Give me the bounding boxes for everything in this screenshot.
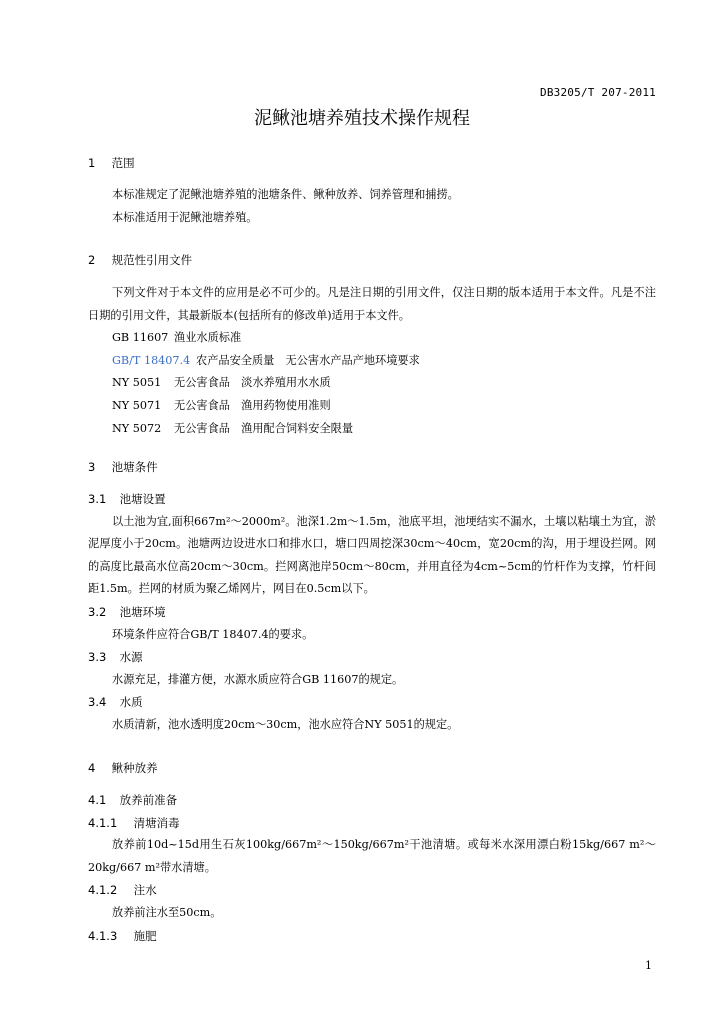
section-3 bbox=[88, 456, 656, 479]
subsection-number: 3.4 bbox=[88, 695, 107, 710]
section-title: 规范性引用文件 bbox=[111, 253, 193, 267]
paragraph: 环境条件应符合GB/T 18407.4的要求。 bbox=[112, 627, 314, 641]
subsection-heading bbox=[88, 646, 656, 669]
section-number: 1 bbox=[88, 156, 96, 170]
section-title: 池塘条件 bbox=[111, 460, 158, 474]
paragraph: 本标准规定了泥鳅池塘养殖的池塘条件、鳅种放养、饲养管理和捕捞。 bbox=[112, 188, 459, 201]
section-2 bbox=[88, 249, 656, 272]
subsection-number: 4.1.1 bbox=[88, 815, 118, 830]
section-1 bbox=[88, 152, 656, 175]
paragraph: 下列文件对于本文件的应用是必不可少的。凡是注日期的引用文件，仅注日期的版本适用于本文件。凡是不注日期的引用文件，其最新版本(包括所有的修改单)适用于本文件。 bbox=[88, 286, 656, 322]
paragraph: 放养前10d~15d用生石灰100kg/667m²～150kg/667m²干池清塘。或每米水深用漂白粉15kg/667 m²～20kg/667 m²带水清塘。 bbox=[88, 838, 656, 874]
section-number: 3 bbox=[88, 460, 96, 474]
subsection-title: 放养前准备 bbox=[119, 793, 178, 807]
document-code: DB3205/T 207-2011 bbox=[540, 86, 656, 99]
subsection-number: 4.1.2 bbox=[88, 883, 118, 898]
paragraph: 放养前注水至50cm。 bbox=[112, 905, 222, 919]
section-title: 范围 bbox=[111, 156, 135, 170]
reference-item bbox=[88, 395, 656, 418]
reference-title: 农产品安全质量 无公害水产品产地环境要求 bbox=[196, 353, 420, 367]
paragraph: 水源充足，排灌方便，水源水质应符合GB 11607的规定。 bbox=[112, 672, 404, 686]
subsection-number: 3.1 bbox=[88, 492, 107, 506]
section-heading bbox=[88, 456, 656, 479]
subsection-heading bbox=[88, 879, 656, 902]
document-title: 泥鳅池塘养殖技术操作规程 bbox=[254, 108, 470, 129]
subsection-heading bbox=[88, 925, 656, 948]
subsection-number: 4.1.3 bbox=[88, 928, 118, 943]
subsection-title: 水源 bbox=[119, 650, 143, 665]
subsection-title: 池塘环境 bbox=[119, 604, 166, 619]
reference-title: 无公害食品 渔用配合饲料安全限量 bbox=[174, 421, 354, 435]
subsection-number: 3.2 bbox=[88, 604, 107, 619]
paragraph: 本标准适用于泥鳅池塘养殖。 bbox=[112, 210, 258, 224]
subsection-title: 清塘消毒 bbox=[133, 815, 180, 830]
page-number: 1 bbox=[645, 959, 652, 972]
subsection-title: 池塘设置 bbox=[119, 492, 166, 506]
section-number: 2 bbox=[88, 253, 96, 267]
subsection-heading bbox=[88, 691, 656, 714]
section-3-body bbox=[88, 488, 656, 737]
section-number: 4 bbox=[88, 761, 96, 775]
reference-item bbox=[88, 418, 656, 441]
section-1-body bbox=[88, 184, 656, 229]
reference-code: NY 5071 bbox=[112, 398, 162, 412]
subsection-number: 4.1 bbox=[88, 793, 107, 807]
reference-title: 渔业水质标准 bbox=[174, 331, 242, 345]
section-title: 鳅种放养 bbox=[111, 761, 158, 775]
reference-title: 无公害食品 渔用药物使用准则 bbox=[174, 398, 331, 412]
reference-code: GB 11607 bbox=[112, 331, 169, 345]
reference-item bbox=[88, 372, 656, 395]
section-heading bbox=[88, 757, 656, 780]
subsection-heading bbox=[88, 601, 656, 624]
reference-code: NY 5072 bbox=[112, 421, 162, 435]
reference-code: NY 5051 bbox=[112, 376, 162, 390]
section-4-body bbox=[88, 789, 656, 947]
subsection-heading bbox=[88, 812, 656, 835]
reference-title: 无公害食品 淡水养殖用水水质 bbox=[174, 376, 331, 390]
subsection-heading bbox=[88, 488, 656, 511]
reference-code-link[interactable]: GB/T 18407.4 bbox=[112, 353, 191, 367]
subsection-heading bbox=[88, 789, 656, 812]
paragraph: 水质清新，池水透明度20cm～30cm，池水应符合NY 5051的规定。 bbox=[112, 717, 459, 731]
subsection-title: 水质 bbox=[119, 695, 143, 710]
section-heading bbox=[88, 152, 656, 175]
reference-item[interactable] bbox=[88, 350, 656, 373]
section-heading bbox=[88, 249, 656, 272]
section-4 bbox=[88, 757, 656, 780]
subsection-number: 3.3 bbox=[88, 650, 107, 665]
paragraph: 以土池为宜,面积667m²～2000m²。池深1.2m～1.5m，池底平坦，池埂结实不漏水，土壤以粘壤土为宜，淤泥厚度小于20cm。池塘两边设进水口和排水口，塘口四周挖深30cm～40cm，宽20cm的沟，用于埋设拦网。网的高度比最高水位高20cm～30cm。拦网离池岸50cm～80cm，并用直径为4cm~5cm的竹杆作为支撑，竹杆间距1.5m。拦网的材质为聚乙烯网片，网目在0.5cm以下。 bbox=[88, 514, 656, 596]
section-2-body bbox=[88, 282, 656, 440]
subsection-title: 施肥 bbox=[133, 928, 157, 943]
reference-item bbox=[88, 327, 656, 350]
subsection-title: 注水 bbox=[133, 883, 157, 898]
